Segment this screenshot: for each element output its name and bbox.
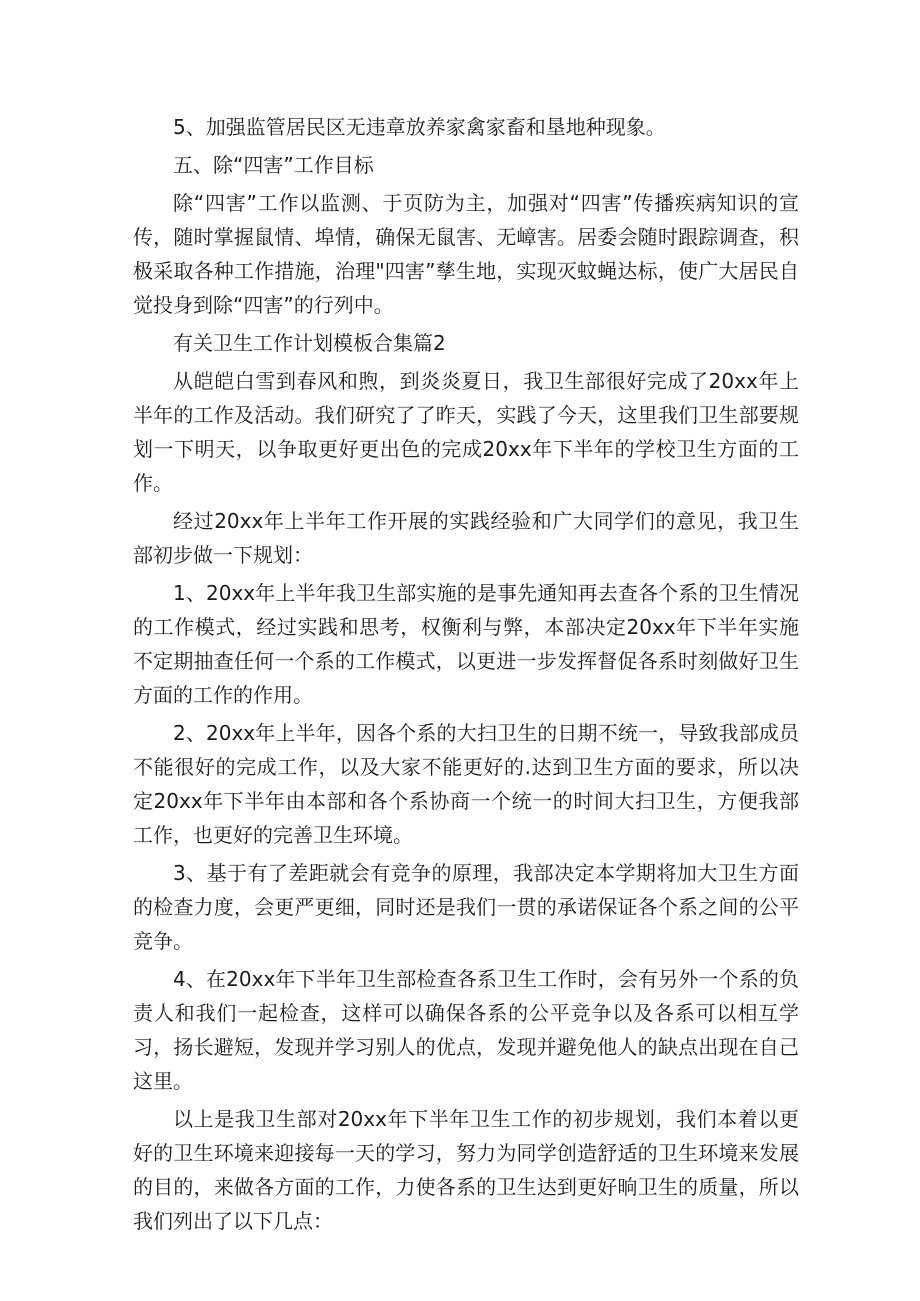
section-heading-five: 五、除“四害”工作目标	[173, 153, 374, 177]
section-title-part2: 有关卫生工作计划模板合集篇2	[173, 331, 446, 355]
paragraph-plan-3: 3、基于有了差距就会有竞争的原理，我部决定本学期将加大卫生方面的检查力度，会更严更细，同时还是我们一贯的承诺保证各个系之间的公平竞争。	[133, 861, 799, 953]
paragraph-item-5: 5、加强监管居民区无违章放养家禽家畜和垦地种现象。	[173, 115, 666, 139]
paragraph-planning: 经过20xx年上半年工作开展的实践经验和广大同学们的意见，我卫生部初步做一下规划：	[133, 509, 799, 567]
paragraph-plan-4: 4、在20xx年下半年卫生部检查各系卫生工作时，会有另外一个系的负责人和我们一起检查，这样可以确保各系的公平竞争以及各系可以相互学习，扬长避短，发现并学习别人的优点，发现并避免他人的缺点出现在自己这里。	[133, 967, 799, 1093]
document-body	[133, 110, 799, 1242]
paragraph-plan-2: 2、20xx年上半年，因各个系的大扫卫生的日期不统一，导致我部成员不能很好的完成工作，以及大家不能更好的.达到卫生方面的要求，所以决定20xx年下半年由本部和各个系协商一个统一的时间大扫卫生，方便我部工作，也更好的完善卫生环境。	[133, 721, 799, 847]
paragraph-intro: 从皑皑白雪到春风和煦，到炎炎夏日，我卫生部很好完成了20xx年上半年的工作及活动。我们研究了了昨天，实践了今天，这里我们卫生部要规划一下明天，以争取更好更出色的完成20xx年下半年的学校卫生方面的工作。	[133, 369, 799, 495]
paragraph-plan-1: 1、20xx年上半年我卫生部实施的是事先通知再去查各个系的卫生情况的工作模式，经过实践和思考，权衡利与弊，本部决定20xx年下半年实施不定期抽查任何一个系的工作模式，以更进一步发挥督促各系时刻做好卫生方面的工作的作用。	[133, 581, 799, 707]
paragraph-summary: 以上是我卫生部对20xx年下半年卫生工作的初步规划，我们本着以更好的卫生环境来迎接每一天的学习，努力为同学创造舒适的卫生环境来发展的目的，来做各方面的工作，力使各系的卫生达到更好晌卫生的质量，所以我们列出了以下几点：	[133, 1107, 799, 1233]
paragraph-four-pests: 除“四害”工作以监测、于页防为主，加强对“四害”传播疾病知识的宣传，随时掌握鼠情、埠情，确保无鼠害、无嶂害。居委会随时跟踪调查，积极采取各种工作措施，治理"四害”孳生地，实现灭蚊蝇达标，使广大居民自觉投身到除“四害”的行列中。	[133, 191, 799, 317]
